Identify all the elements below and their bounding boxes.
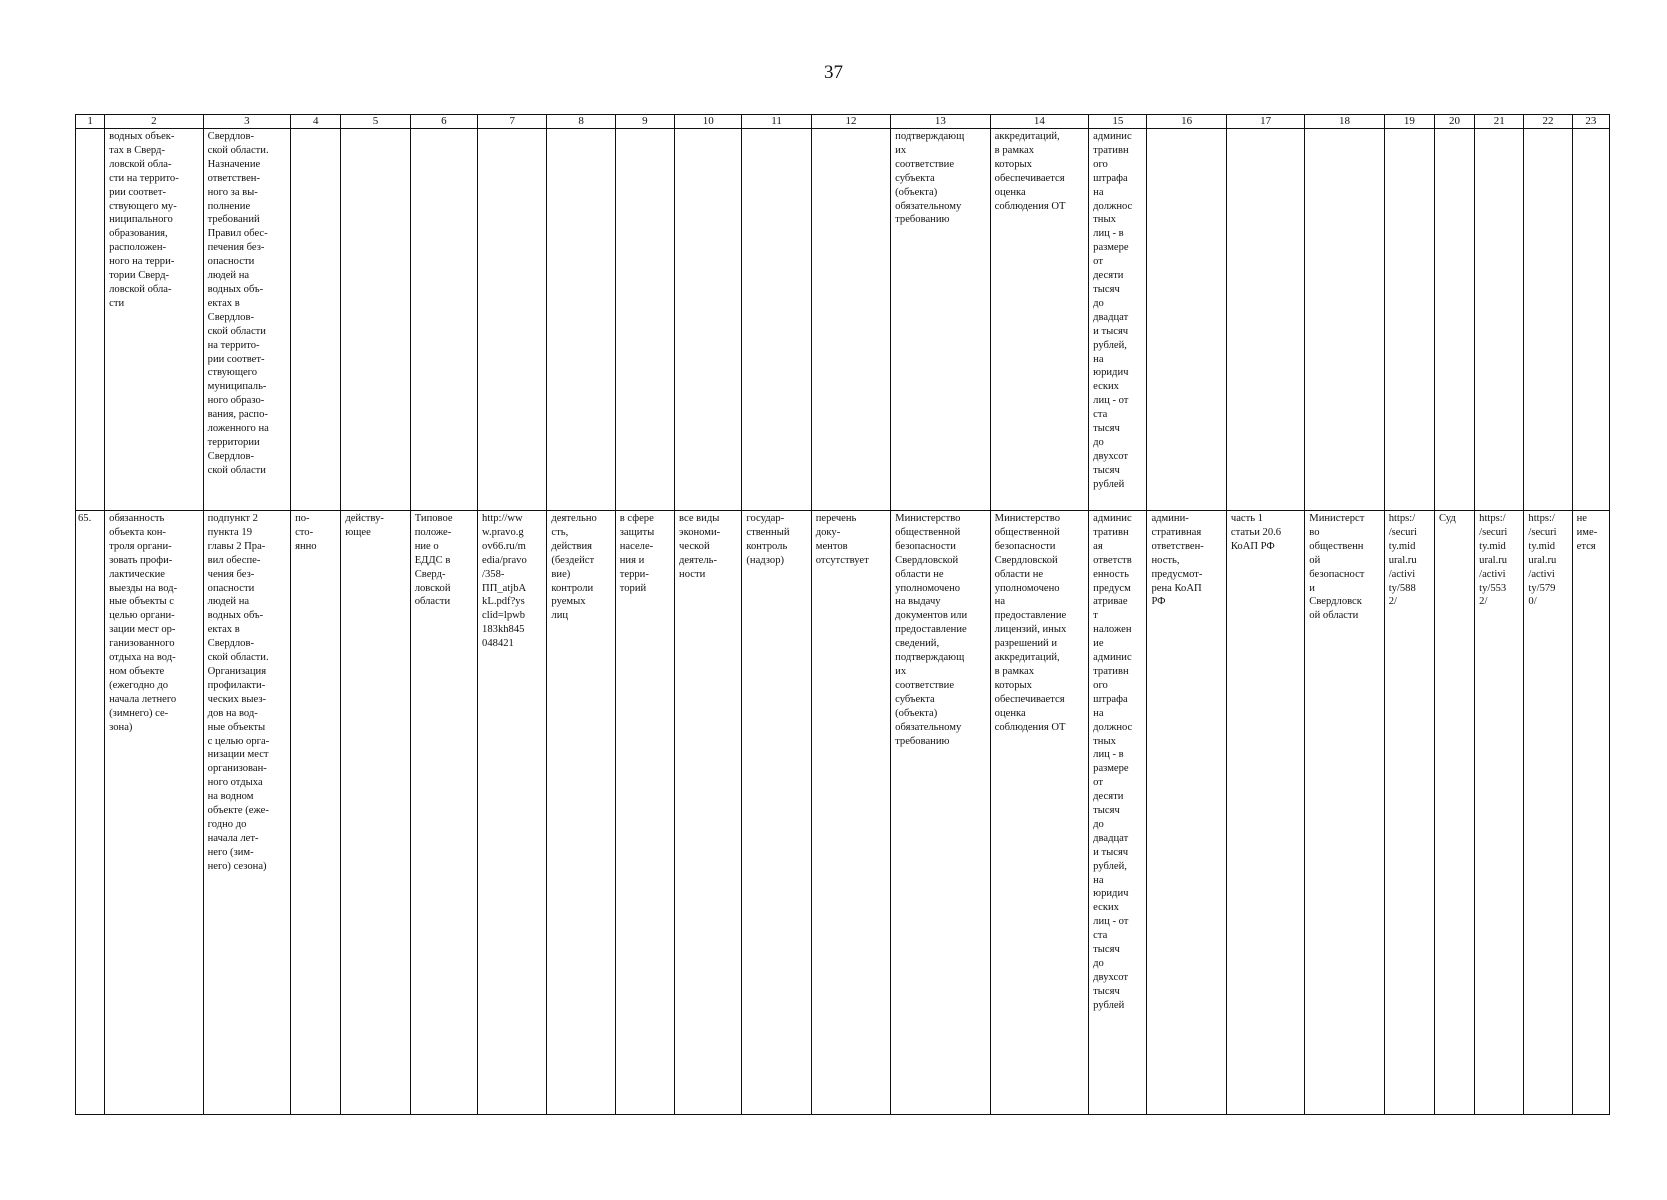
table-cell: подпункт 2 пункта 19 главы 2 Пра- вил обеспе- чения без- опасности людей на водных объ- ектах в Свердлов- ской области. Организация профилакти- ческих выез- дов на вод- ные объекты с целью орга- низации мест организован- ного отдыха на водном объекте (еже- годно до начала лет- него (зим- него) сезона)	[203, 511, 290, 1115]
table-cell	[615, 129, 674, 511]
page-number: 37	[824, 62, 843, 83]
requirements-table	[75, 114, 1610, 1115]
table-cell	[1475, 129, 1524, 511]
column-header: 5	[341, 115, 410, 129]
table-cell	[478, 129, 547, 511]
table-cell	[76, 129, 105, 511]
table-cell: админис тративн ая ответств енность предусм атривае т наложен ие админис тративн ого штрафа на должнос тных лиц - в размере от десяти тысяч до двадцат и тысяч рублей, на юридич еских лиц - от ста тысяч до двухсот тысяч рублей	[1089, 511, 1147, 1115]
table-cell: аккредитаций, в рамках которых обеспечивается оценка соблюдения ОТ	[990, 129, 1089, 511]
row-number: 65.	[76, 511, 105, 1115]
table-cell	[410, 129, 477, 511]
column-header: 21	[1475, 115, 1524, 129]
table-cell: Суд	[1434, 511, 1474, 1115]
column-header: 22	[1524, 115, 1572, 129]
column-header: 19	[1384, 115, 1434, 129]
table-cell	[547, 129, 615, 511]
column-header: 10	[675, 115, 742, 129]
column-header: 9	[615, 115, 674, 129]
table-cell: Министерство общественной безопасности Свердловской области не уполномочено на предоставление лицензий, иных разрешений и аккредитаций, в рамках которых обеспечивается оценка соблюдения ОТ	[990, 511, 1089, 1115]
table-cell: админис тративн ого штрафа на должнос тных лиц - в размере от десяти тысяч до двадцат и тысяч рублей, на юридич еских лиц - от ста тысяч до двухсот тысяч рублей	[1089, 129, 1147, 511]
table-cell	[1384, 129, 1434, 511]
column-header: 18	[1305, 115, 1384, 129]
column-header: 14	[990, 115, 1089, 129]
table-cell	[675, 129, 742, 511]
table-cell: по- сто- янно	[291, 511, 341, 1115]
table-cell: Типовое положе- ние о ЕДДС в Сверд- ловской области	[410, 511, 477, 1115]
table-cell-link: https:/ /securi ty.mid ural.ru /activi ty/553 2/	[1475, 511, 1524, 1115]
table-cell	[291, 129, 341, 511]
table-cell	[1305, 129, 1384, 511]
column-header: 15	[1089, 115, 1147, 129]
table-cell	[1524, 129, 1572, 511]
table-cell: перечень доку- ментов отсутствует	[811, 511, 890, 1115]
column-header: 2	[105, 115, 204, 129]
column-header: 12	[811, 115, 890, 129]
table-cell	[1434, 129, 1474, 511]
table-cell: Министерство общественной безопасности Свердловской области не уполномочено на выдачу документов или предоставление сведений, подтверждающ их соответствие субъекта (объекта) обязательному требованию	[891, 511, 991, 1115]
column-header: 16	[1147, 115, 1226, 129]
table-cell: Свердлов- ской области. Назначение ответствен- ного за вы- полнение требований Правил обес- печения без- опасности людей на водных объ- ектах в Свердлов- ской области на террито- рии соответ- ствующего муниципаль- ного образо- вания, распо- ложенного на территории Свердлов- ской области	[203, 129, 290, 511]
table-cell: государ- ственный контроль (надзор)	[742, 511, 811, 1115]
table-cell: обязанность объекта кон- троля органи- зовать профи- лактические выезды на вод- ные объекты с целью органи- зации мест ор- ганизованного отдыха на вод- ном объекте (ежегодно до начала летнего (зимнего) се- зона)	[105, 511, 204, 1115]
table-cell: не име- ется	[1572, 511, 1609, 1115]
table-row	[76, 129, 1610, 511]
table-cell: водных объек- тах в Сверд- ловской обла- сти на террито- рии соответ- ствующего му- ниципального образования, расположен- ного на терри- тории Сверд- ловской обла- сти	[105, 129, 204, 511]
column-header: 17	[1226, 115, 1304, 129]
column-header: 20	[1434, 115, 1474, 129]
column-header: 7	[478, 115, 547, 129]
column-number-row	[76, 115, 1610, 129]
table-row	[76, 511, 1610, 1115]
table-cell: админи- стративная ответствен- ность, предусмот- рена КоАП РФ	[1147, 511, 1226, 1115]
column-header: 1	[76, 115, 105, 129]
table-cell: часть 1 статьи 20.6 КоАП РФ	[1226, 511, 1304, 1115]
table-cell	[742, 129, 811, 511]
table-cell-link: https:/ /securi ty.mid ural.ru /activi ty/588 2/	[1384, 511, 1434, 1115]
table-cell: деятельно сть, действия (бездейст вие) контроли руемых лиц	[547, 511, 615, 1115]
table-cell: действу- ющее	[341, 511, 410, 1115]
column-header: 11	[742, 115, 811, 129]
column-header: 13	[891, 115, 991, 129]
table-cell: в сфере защиты населе- ния и терри- торий	[615, 511, 674, 1115]
column-header: 8	[547, 115, 615, 129]
table-cell	[811, 129, 890, 511]
table-cell-link: http://ww w.pravo.g ov66.ru/m edia/pravo /358- ПП_atjbA kL.pdf?ys clid=lpwb 183kh845 048421	[478, 511, 547, 1115]
column-header: 4	[291, 115, 341, 129]
table-cell: Министерст во общественн ой безопасност и Свердловск ой области	[1305, 511, 1384, 1115]
table-cell	[1572, 129, 1609, 511]
table-cell: подтверждающ их соответствие субъекта (объекта) обязательному требованию	[891, 129, 991, 511]
table-cell: все виды экономи- ческой деятель- ности	[675, 511, 742, 1115]
column-header: 23	[1572, 115, 1609, 129]
table-cell	[341, 129, 410, 511]
table-cell	[1147, 129, 1226, 511]
table-cell	[1226, 129, 1304, 511]
table-cell-link: https:/ /securi ty.mid ural.ru /activi ty/579 0/	[1524, 511, 1572, 1115]
column-header: 6	[410, 115, 477, 129]
column-header: 3	[203, 115, 290, 129]
